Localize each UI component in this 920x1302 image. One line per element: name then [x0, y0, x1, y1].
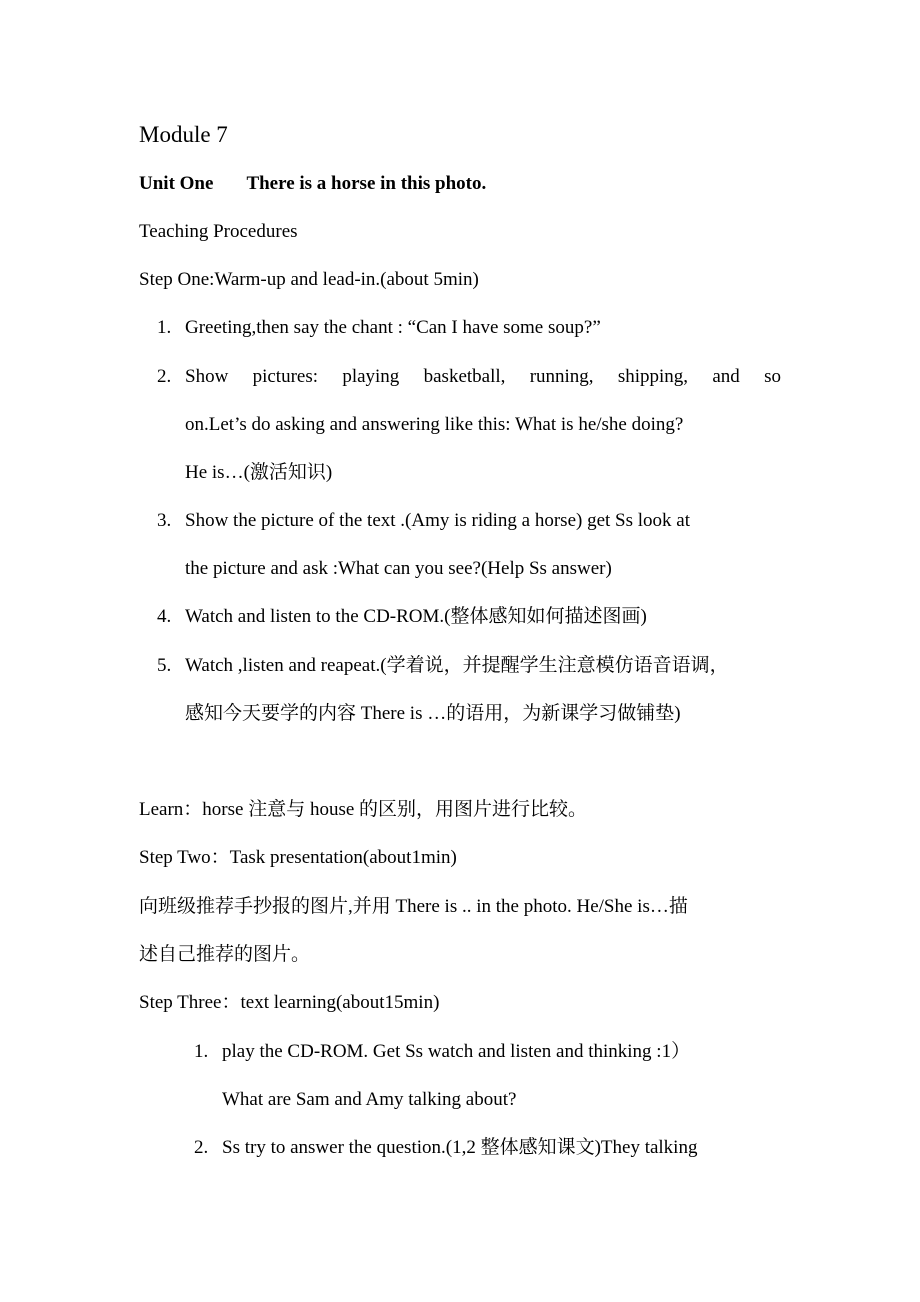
list-item-line: Show pictures: playing basketball, running, shipping, and so	[185, 366, 781, 387]
list-item-number: 3.	[157, 510, 172, 531]
list-item-line: the picture and ask :What can you see?(Help Ss answer)	[185, 558, 612, 579]
module-title: Module 7	[139, 122, 228, 147]
step-two-heading: Step Two：Task presentation(about1min)	[139, 847, 457, 868]
step-one-heading: Step One:Warm-up and lead-in.(about 5min)	[139, 269, 479, 290]
list-item-line: He is…(激活知识)	[185, 462, 333, 483]
list-item-line: Show the picture of the text .(Amy is riding a horse) get Ss look at	[185, 510, 690, 531]
list-item-line: 感知今天要学的内容 There is …的语用，为新课学习做铺垫)	[185, 703, 681, 724]
list-item-line: on.Let’s do asking and answering like this: What is he/she doing?	[185, 414, 684, 435]
list-item-line: Watch and listen to the CD-ROM.(整体感知如何描述图画)	[185, 606, 647, 627]
list-item-line: What are Sam and Amy talking about?	[222, 1089, 517, 1110]
list-item-line: Ss try to answer the question.(1,2 整体感知课文)They talking	[222, 1137, 698, 1158]
list-item-number: 5.	[157, 655, 172, 676]
learn-line: Learn：horse 注意与 house 的区别，用图片进行比较。	[139, 799, 588, 820]
unit-title: There is a horse in this photo.	[246, 173, 487, 194]
step-three-heading: Step Three：text learning(about15min)	[139, 992, 440, 1013]
list-item-number: 2.	[194, 1137, 209, 1158]
unit-label: Unit One	[139, 173, 214, 194]
list-item-number: 1.	[194, 1041, 209, 1062]
list-item-line: Watch ,listen and reapeat.(学着说，并提醒学生注意模仿语音语调，	[185, 655, 729, 676]
unit-heading	[139, 172, 486, 196]
teaching-procedures-heading: Teaching Procedures	[139, 221, 298, 242]
list-item-line: play the CD-ROM. Get Ss watch and listen and thinking :1）	[222, 1041, 691, 1062]
list-item-number: 2.	[157, 366, 172, 387]
step-two-line: 述自己推荐的图片。	[139, 944, 311, 965]
list-item-number: 4.	[157, 606, 172, 627]
list-item-line: Greeting,then say the chant : “Can I have some soup?”	[185, 317, 601, 338]
step-two-line: 向班级推荐手抄报的图片,并用 There is .. in the photo. He/She is…描	[139, 896, 688, 917]
list-item-number: 1.	[157, 317, 172, 338]
